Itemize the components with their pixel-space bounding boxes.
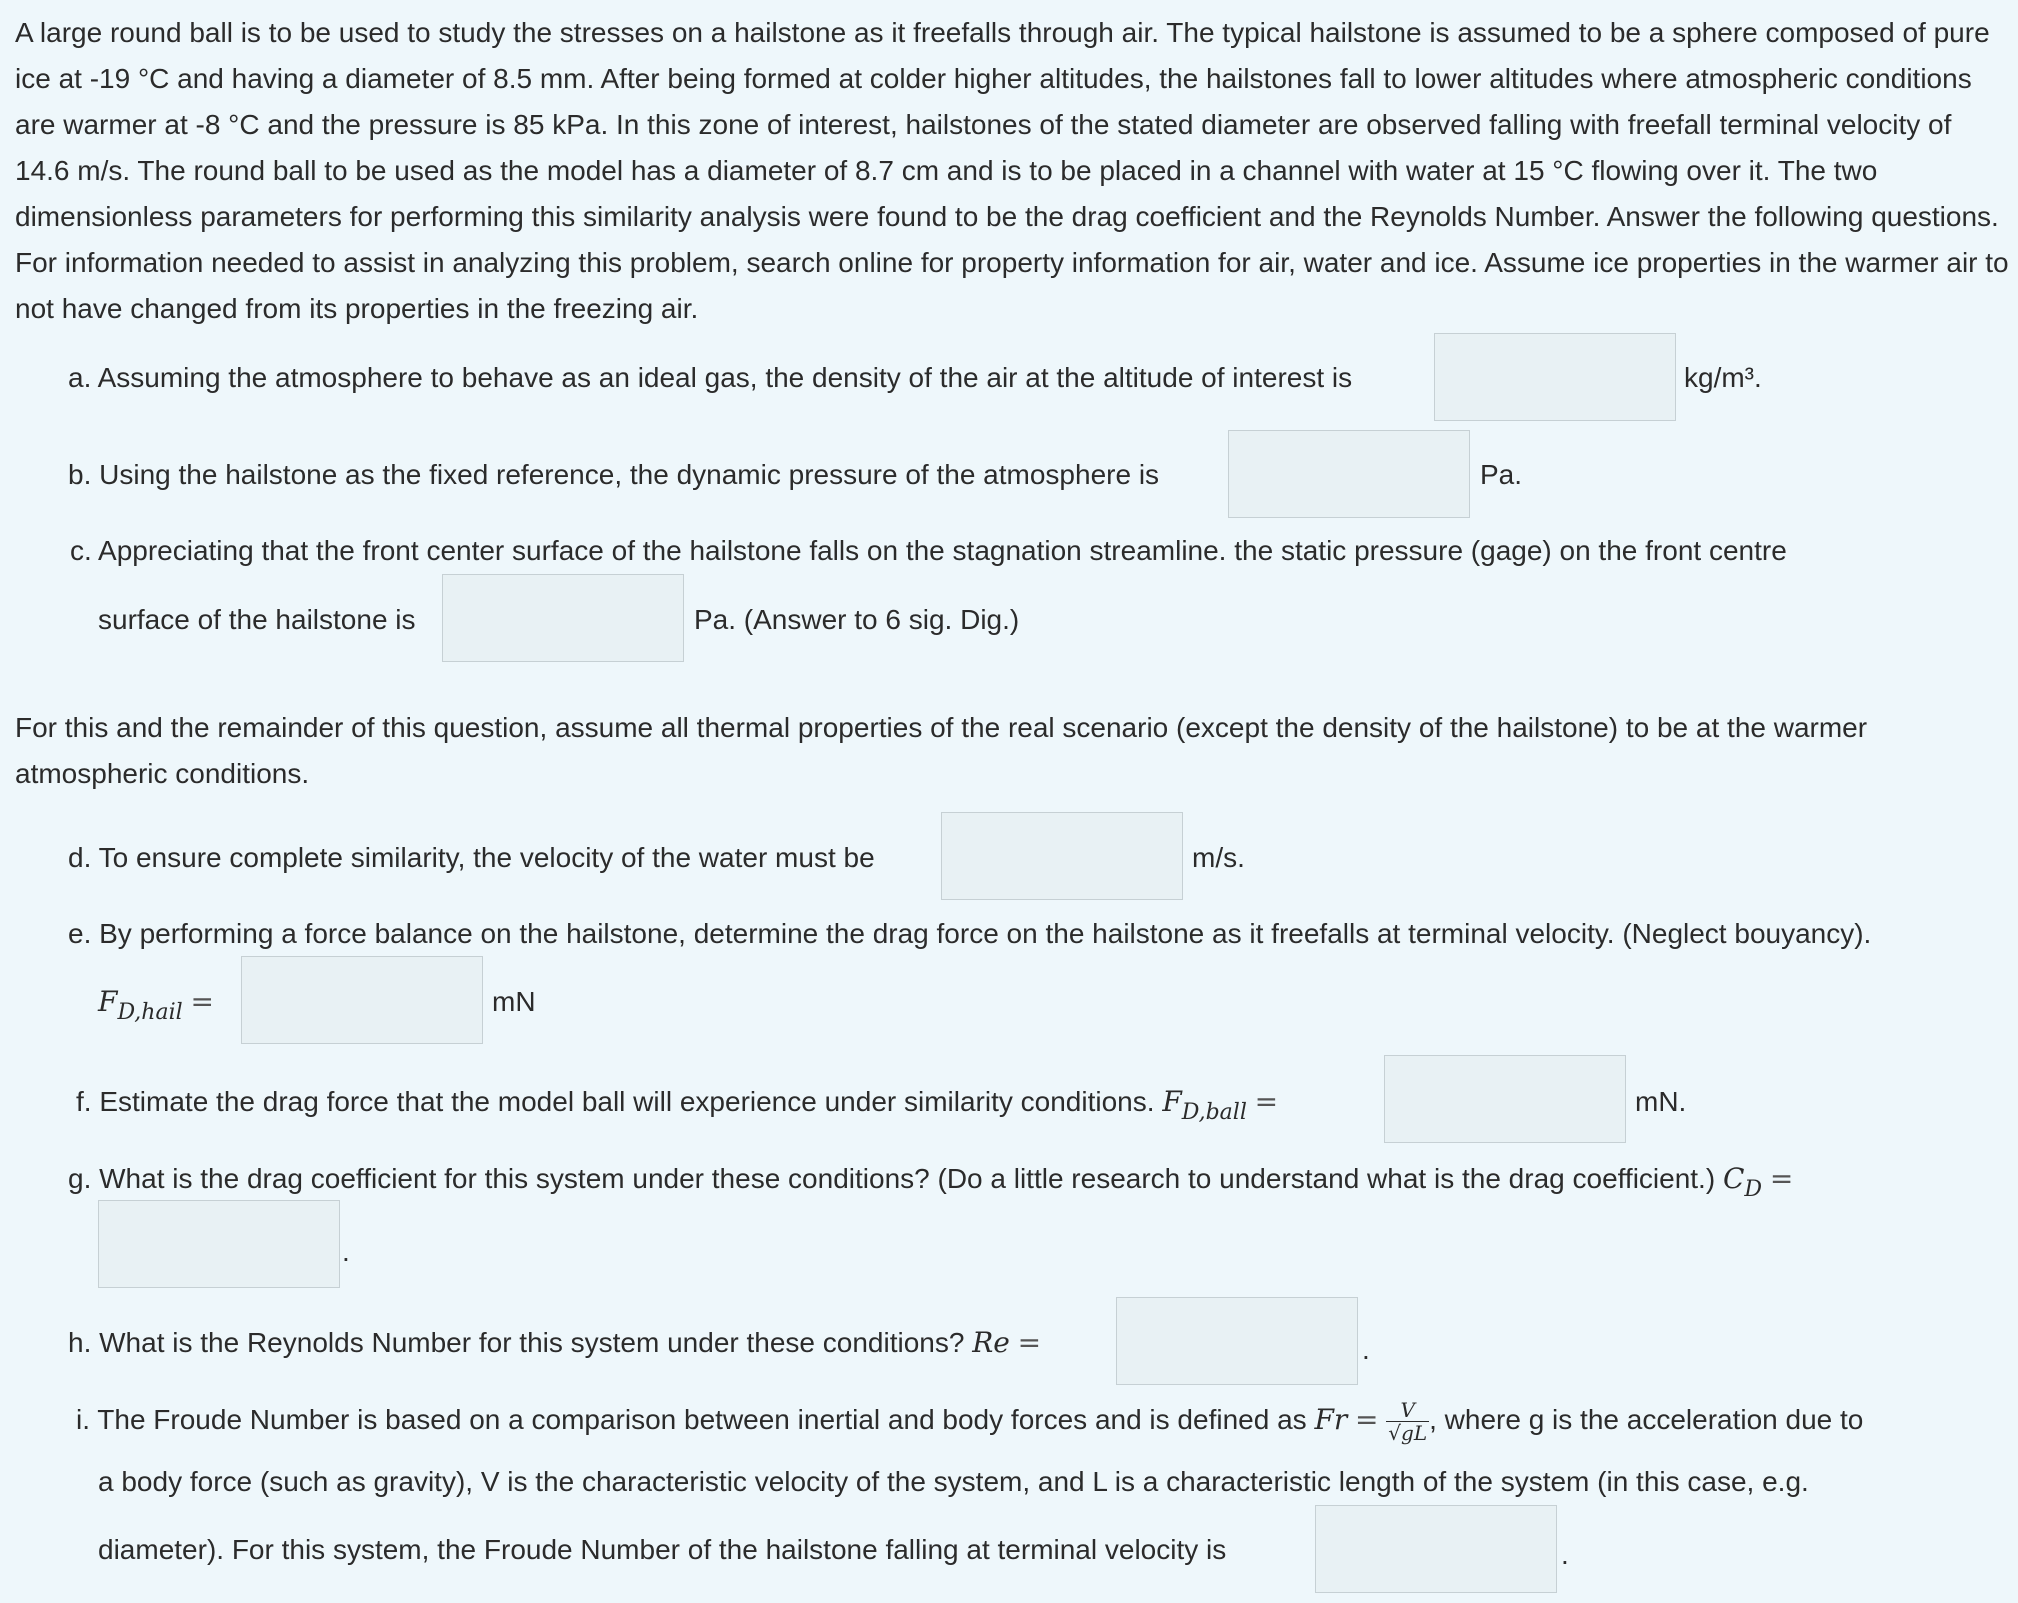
question-c-line1: c. Appreciating that the front center surface of the hailstone falls on the stagnation streamline. the static pressure (gage) on the front centre (70, 535, 1787, 566)
question-i-line2: a body force (such as gravity), V is the characteristic velocity of the system, and L is a characteristic length of the system (in this case, e.g. (98, 1466, 1809, 1497)
question-f-text: f. Estimate the drag force that the model ball will experience under similarity conditions. $F_{D,ball}$ = (76, 1085, 1279, 1125)
intro-paragraph: A large round ball is to be used to study the stresses on a hailstone as it freefalls through air. The typical hailstone is assumed to be a sphere composed of pure ice at -19 °C and having a diameter of 8.5 mm. After being formed at colder higher altitudes, the hailstones fall to lower altitudes where atmospheric conditions are warmer at -8 °C and the pressure is 85 kPa. In this zone of interest, hailstones of the stated diameter are observed falling with freefall terminal velocity of 14.6 m/s. The round ball to be used as the model has a diameter of 8.7 cm and is to be placed in a channel with water at 15 °C flowing over it. The two dimensionless parameters for performing this similarity analysis were found to be the drag coefficient and the Reynolds Number. Answer the following questions. For information needed to assist in analyzing this problem, search online for property information for air, water and ice. Assume ice properties in the warmer air to not have changed from its properties in the freezing air. (15, 17, 2009, 324)
question-i-line1: i. The Froude Number is based on a comparison between inertial and body forces and is defined as Fr = $\frac{V}{√gL}$ , where g is the acceleration due to (76, 1398, 1864, 1445)
question-c-unit: Pa. (Answer to 6 sig. Dig.) (694, 604, 1020, 635)
answer-i-input[interactable] (1315, 1505, 1557, 1593)
question-a-unit: kg/m³. (1684, 362, 1762, 393)
question-b-text: b. Using the hailstone as the fixed reference, the dynamic pressure of the atmosphere is (68, 459, 1160, 490)
answer-e-input[interactable] (241, 956, 483, 1044)
question-i-end: . (1561, 1539, 1569, 1570)
answer-f-input[interactable] (1384, 1055, 1626, 1143)
answer-a-input[interactable] (1434, 333, 1676, 421)
answer-g-input[interactable] (98, 1200, 340, 1288)
question-c-line2: surface of the hailstone is (98, 604, 416, 635)
question-d-unit: m/s. (1192, 842, 1245, 873)
question-d-text: d. To ensure complete similarity, the velocity of the water must be (68, 842, 875, 873)
question-b-unit: Pa. (1480, 459, 1523, 490)
froude-fraction: $\frac{V}{√gL}$ (1388, 1398, 1428, 1445)
question-g-end: . (342, 1236, 350, 1267)
answer-b-input[interactable] (1228, 430, 1470, 518)
question-g-text: g. What is the drag coefficient for this system under these conditions? (Do a little research to understand what is the drag coefficient.) $C_D$ = (68, 1162, 1794, 1202)
question-e-formula: $F_{D,hail}$ = (98, 985, 214, 1025)
question-f-unit: mN. (1635, 1086, 1687, 1117)
answer-d-input[interactable] (941, 812, 1183, 900)
answer-h-input[interactable] (1116, 1297, 1358, 1385)
question-e-unit: mN (492, 986, 536, 1017)
question-e-text: e. By performing a force balance on the hailstone, determine the drag force on the hailstone as it freefalls at terminal velocity. (Neglect bouyancy). (68, 918, 1872, 949)
middle-paragraph: For this and the remainder of this question, assume all thermal properties of the real scenario (except the density of the hailstone) to be at the warmer atmospheric conditions. (15, 712, 1868, 789)
question-h-end: . (1362, 1334, 1370, 1365)
answer-c-input[interactable] (442, 574, 684, 662)
question-h-text: h. What is the Reynolds Number for this system under these conditions? Re = (68, 1326, 1042, 1359)
question-a-text: a. Assuming the atmosphere to behave as an ideal gas, the density of the air at the altitude of interest is (68, 362, 1353, 393)
question-i-line3: diameter). For this system, the Froude Number of the hailstone falling at terminal velocity is (98, 1534, 1227, 1565)
